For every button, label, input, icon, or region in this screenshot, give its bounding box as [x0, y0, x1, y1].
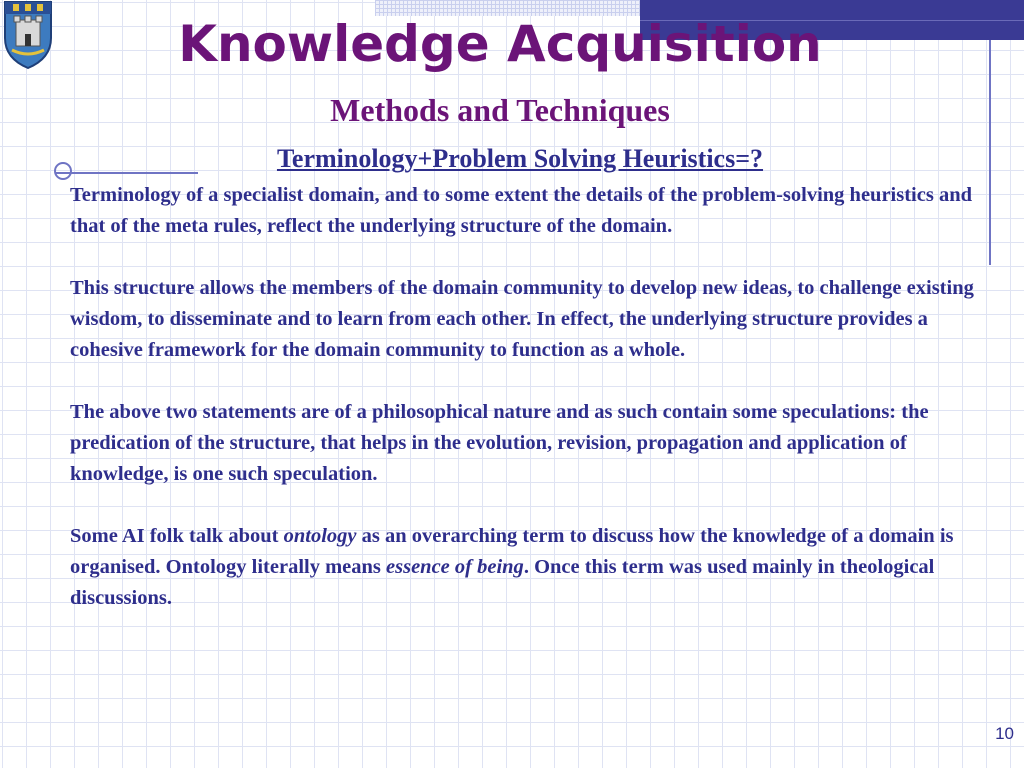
paragraph-text: The above two statements are of a philosophical nature and as such contain some speculations: the predication of the structure, that helps in the evolution, revision, propagation and application of knowledge, is one such speculation.	[70, 401, 929, 485]
slide-title: Knowledge Acquisition	[178, 15, 822, 73]
body-paragraph-3	[70, 397, 975, 490]
paragraph-text: This structure allows the members of the domain community to develop new ideas, to challenge existing wisdom, to disseminate and to learn from each other. In effect, the underlying structure provides a cohesive framework for the domain community to function as a whole.	[70, 277, 974, 361]
section-heading: Terminology+Problem Solving Heuristics=?	[276, 144, 764, 173]
emphasis-text: essence of being	[386, 556, 524, 578]
paragraph-spacer	[70, 242, 975, 273]
paragraph-text: as an overarching term to discuss how the knowledge of a domain is organised. Ontology literally means	[70, 525, 954, 578]
slide-body	[70, 180, 975, 614]
body-paragraph-4	[70, 521, 975, 614]
paragraph-text: Terminology of a specialist domain, and to some extent the details of the problem-solving heuristics and that of the meta rules, reflect the underlying structure of the domain.	[70, 184, 973, 237]
paragraph-text: . Once this term was used mainly in theological discussions.	[70, 556, 935, 609]
paragraph-spacer	[70, 490, 975, 521]
paragraph-spacer	[70, 366, 975, 397]
paragraph-text: Some AI folk talk about	[70, 525, 284, 547]
slide-subtitle: Methods and Techniques	[330, 92, 670, 128]
body-paragraph-2	[70, 273, 975, 366]
body-paragraph-1	[70, 180, 975, 242]
page-number: 10	[995, 724, 1014, 743]
emphasis-text: ontology	[283, 525, 357, 547]
